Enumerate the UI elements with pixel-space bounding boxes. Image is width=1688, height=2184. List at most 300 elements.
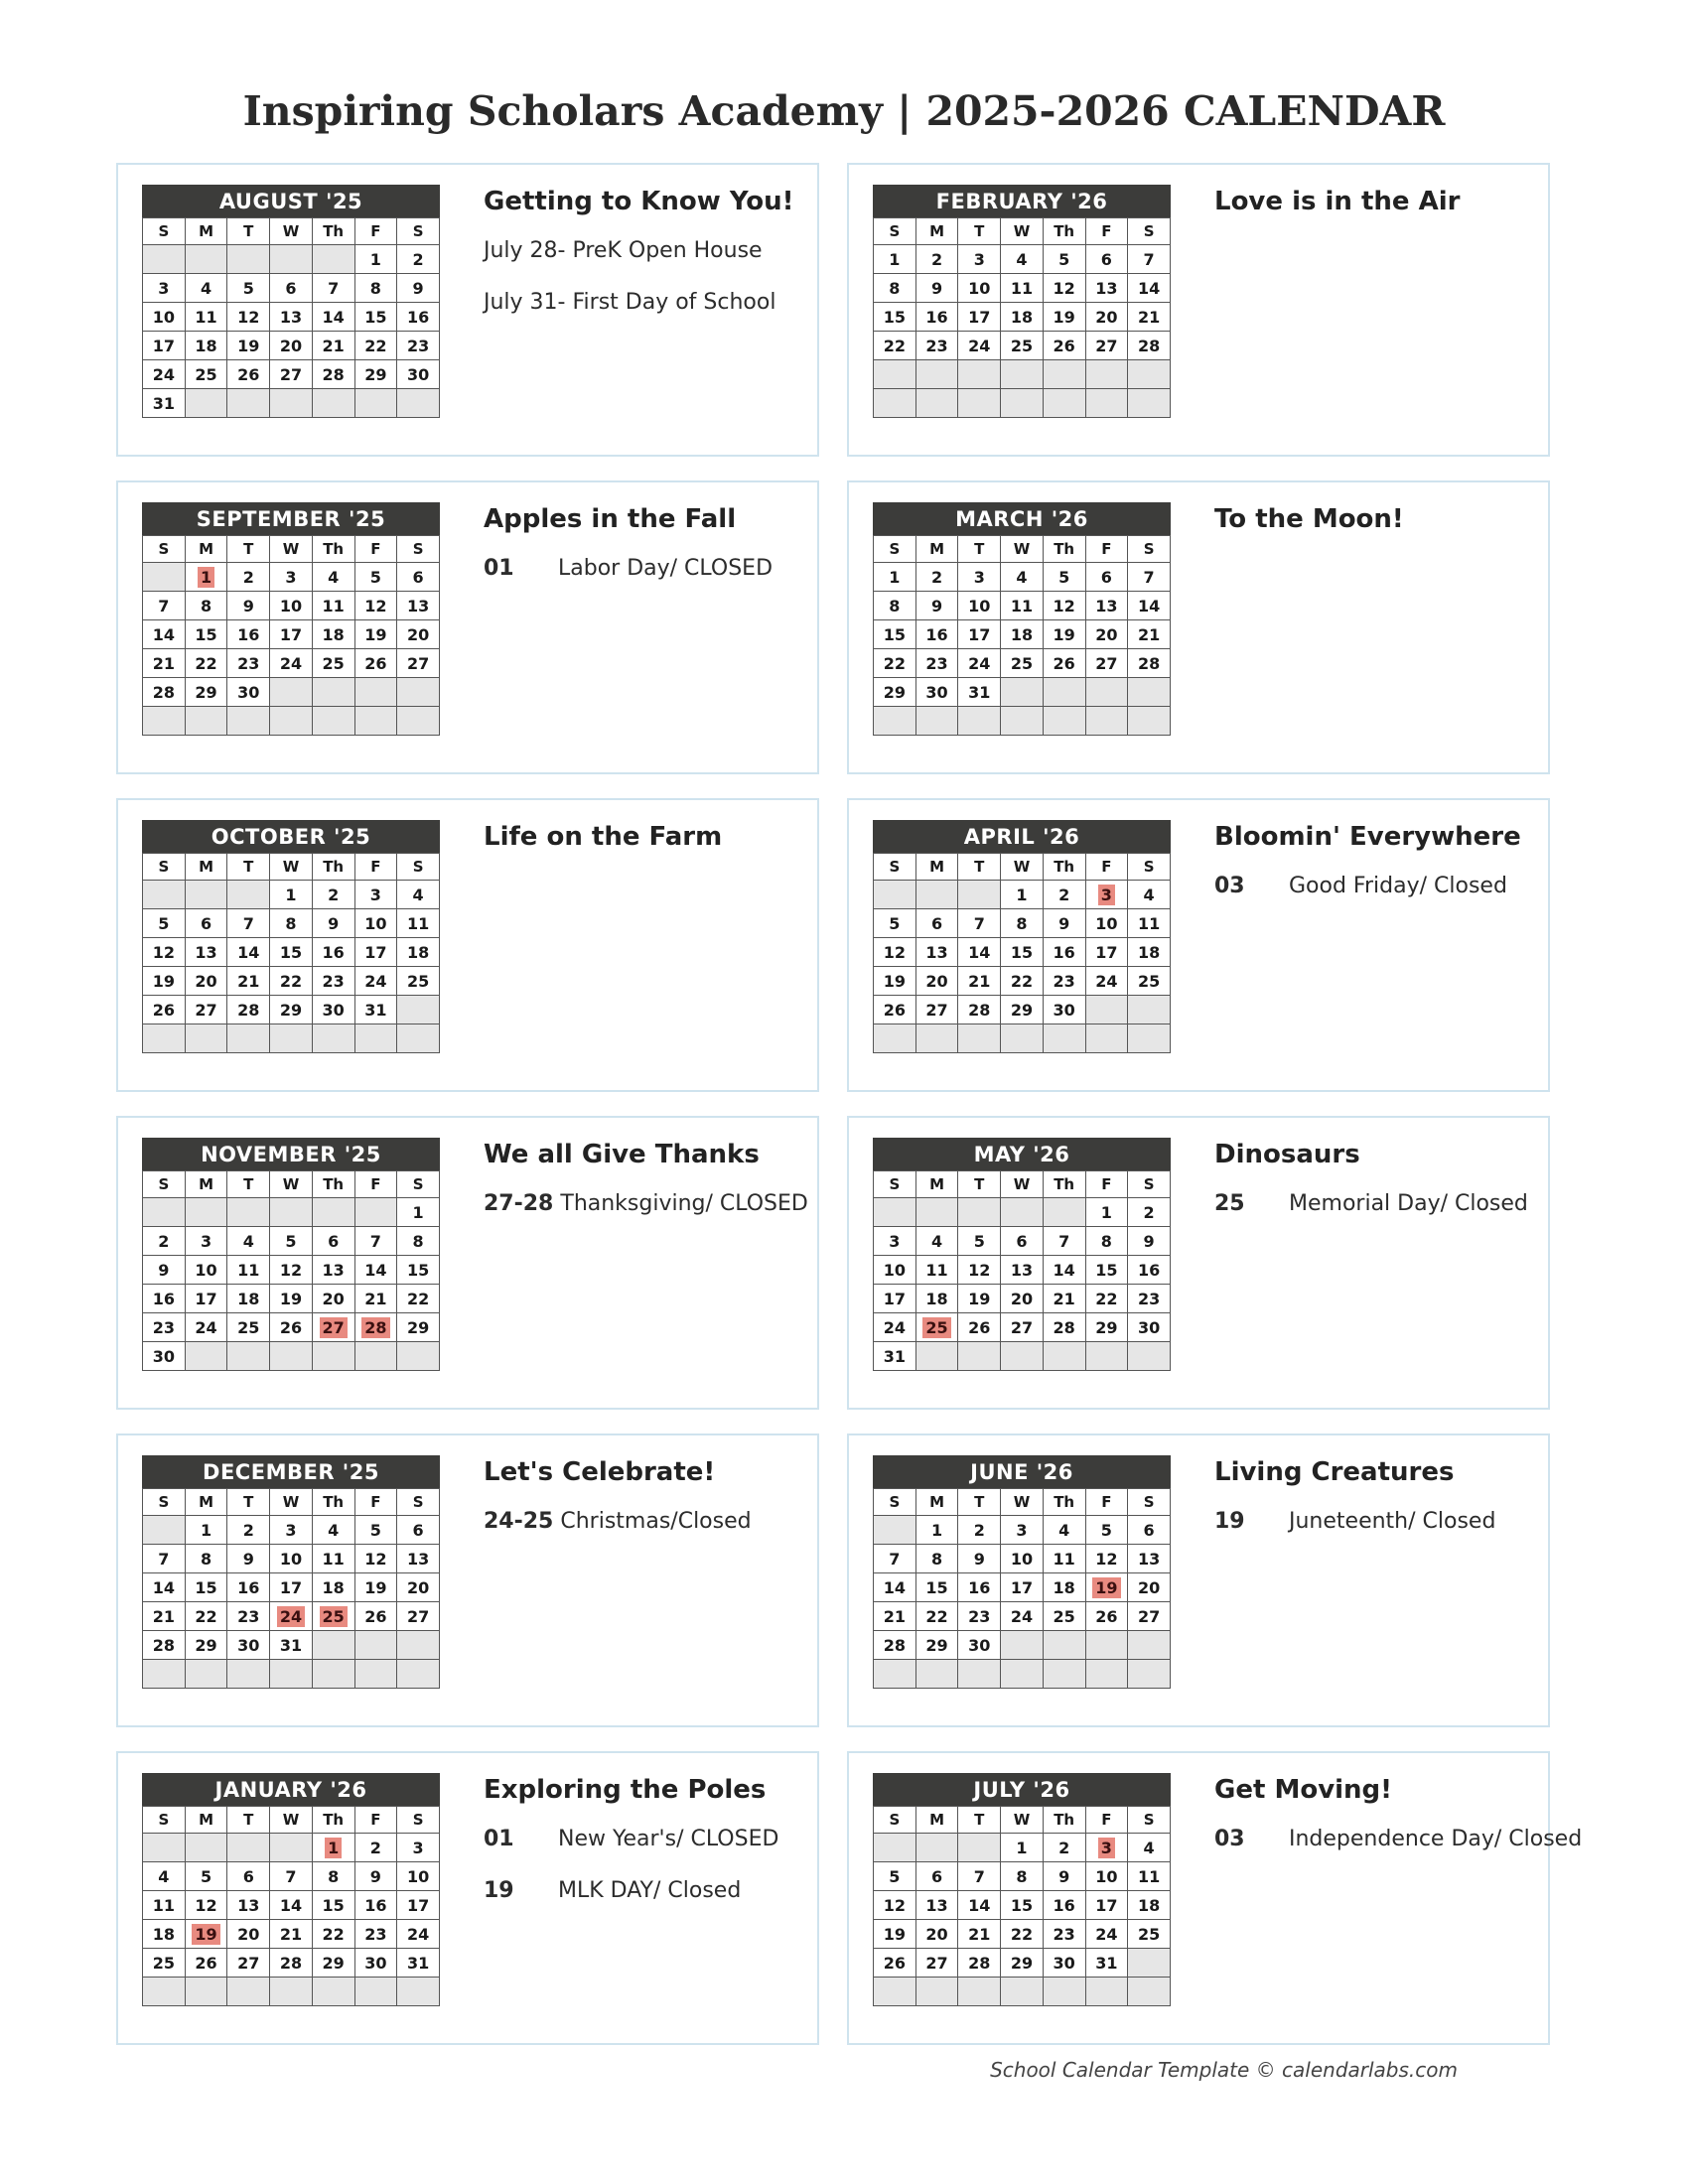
empty-day-cell	[915, 707, 958, 736]
day-cell: 5	[874, 1862, 916, 1891]
day-cell: 29	[185, 678, 227, 707]
month-calendar	[873, 502, 1171, 736]
day-cell: 8	[874, 592, 916, 620]
day-cell: 10	[143, 303, 186, 332]
empty-day-cell	[270, 1198, 313, 1227]
day-cell: 21	[1043, 1285, 1085, 1313]
month-days-table	[142, 1488, 440, 1689]
day-cell: 23	[915, 332, 958, 360]
event-item	[1214, 1191, 1534, 1216]
day-cell: 9	[1128, 1227, 1171, 1256]
empty-day-cell	[185, 1660, 227, 1689]
empty-day-cell	[1085, 1660, 1128, 1689]
day-cell: 8	[1001, 1862, 1044, 1891]
day-cell: 4	[397, 881, 440, 909]
weekday-header: Th	[312, 536, 354, 563]
empty-day-cell	[270, 245, 313, 274]
day-cell: 9	[958, 1545, 1001, 1573]
day-cell: 27	[1085, 649, 1128, 678]
day-cell: 13	[312, 1256, 354, 1285]
weekday-header: F	[1085, 218, 1128, 245]
event-date: 03	[1214, 874, 1245, 898]
day-cell: 5	[874, 909, 916, 938]
weekday-header: M	[915, 536, 958, 563]
empty-day-cell	[915, 1198, 958, 1227]
day-cell: 8	[312, 1862, 354, 1891]
day-cell: 17	[354, 938, 397, 967]
day-cell: 29	[270, 996, 313, 1024]
day-cell: 14	[143, 1573, 186, 1602]
month-info	[484, 1773, 803, 1930]
empty-day-cell	[397, 996, 440, 1024]
day-cell: 30	[312, 996, 354, 1024]
empty-day-cell	[185, 881, 227, 909]
day-cell: 5	[1043, 563, 1085, 592]
day-cell: 16	[915, 620, 958, 649]
day-cell: 31	[958, 678, 1001, 707]
day-cell: 23	[1128, 1285, 1171, 1313]
empty-day-cell	[1085, 707, 1128, 736]
day-cell: 11	[1043, 1545, 1085, 1573]
day-cell: 17	[958, 303, 1001, 332]
day-cell: 23	[1043, 967, 1085, 996]
day-cell: 29	[874, 678, 916, 707]
empty-day-cell	[874, 707, 916, 736]
month-calendar	[873, 1138, 1171, 1371]
empty-day-cell	[354, 1660, 397, 1689]
day-cell: 16	[312, 938, 354, 967]
event-item	[1214, 874, 1534, 898]
day-cell: 1	[874, 563, 916, 592]
day-cell: 26	[1043, 332, 1085, 360]
day-cell: 13	[1001, 1256, 1044, 1285]
day-cell: 13	[397, 1545, 440, 1573]
day-cell: 16	[397, 303, 440, 332]
day-cell: 15	[1085, 1256, 1128, 1285]
day-cell: 30	[354, 1949, 397, 1978]
day-cell: 26	[143, 996, 186, 1024]
day-cell: 26	[354, 1602, 397, 1631]
weekday-header: S	[143, 1807, 186, 1834]
day-cell: 12	[185, 1891, 227, 1920]
event-text: July 28- PreK Open House	[484, 238, 763, 263]
day-cell: 21	[874, 1602, 916, 1631]
day-cell: 17	[397, 1891, 440, 1920]
day-cell: 17	[270, 620, 313, 649]
day-cell: 12	[143, 938, 186, 967]
empty-day-cell	[915, 1978, 958, 2006]
month-theme: Living Creatures	[1214, 1457, 1455, 1487]
day-cell: 27	[1085, 332, 1128, 360]
empty-day-cell	[915, 1660, 958, 1689]
day-cell: 11	[915, 1256, 958, 1285]
empty-day-cell	[874, 1834, 916, 1862]
weekday-header: S	[143, 854, 186, 881]
event-text: Christmas/Closed	[560, 1509, 752, 1534]
day-cell: 5	[1043, 245, 1085, 274]
weekday-header: S	[397, 218, 440, 245]
day-cell: 2	[312, 881, 354, 909]
event-text: Independence Day/ Closed	[1289, 1827, 1583, 1851]
day-cell: 30	[143, 1342, 186, 1371]
month-name: OCTOBER '25	[142, 820, 440, 853]
day-cell: 7	[1128, 245, 1171, 274]
day-cell: 6	[397, 563, 440, 592]
day-cell: 4	[1001, 245, 1044, 274]
day-cell: 31	[354, 996, 397, 1024]
empty-day-cell	[312, 389, 354, 418]
day-cell: 30	[915, 678, 958, 707]
day-cell: 21	[354, 1285, 397, 1313]
day-cell: 11	[1001, 592, 1044, 620]
day-cell: 19	[354, 620, 397, 649]
empty-day-cell	[1001, 1631, 1044, 1660]
empty-day-cell	[185, 389, 227, 418]
day-cell: 8	[270, 909, 313, 938]
day-cell: 16	[227, 1573, 270, 1602]
empty-day-cell	[1085, 678, 1128, 707]
empty-day-cell	[1085, 1024, 1128, 1053]
month-theme: Let's Celebrate!	[484, 1457, 716, 1487]
day-cell: 5	[143, 909, 186, 938]
day-cell: 27	[915, 1949, 958, 1978]
weekday-header: S	[397, 536, 440, 563]
empty-day-cell	[958, 1342, 1001, 1371]
month-calendar	[142, 1138, 440, 1371]
day-cell: 31	[143, 389, 186, 418]
event-date: 03	[1214, 1827, 1245, 1851]
day-cell: 28	[958, 1949, 1001, 1978]
day-cell: 4	[915, 1227, 958, 1256]
day-cell: 15	[1001, 1891, 1044, 1920]
day-cell: 20	[397, 1573, 440, 1602]
empty-day-cell	[227, 389, 270, 418]
empty-day-cell	[958, 881, 1001, 909]
empty-day-cell	[354, 1631, 397, 1660]
weekday-header: Th	[1043, 854, 1085, 881]
day-cell: 12	[270, 1256, 313, 1285]
day-cell: 24	[397, 1920, 440, 1949]
empty-day-cell	[312, 1978, 354, 2006]
day-cell: 12	[354, 592, 397, 620]
highlighted-day-cell: 24	[270, 1602, 313, 1631]
day-cell: 15	[185, 620, 227, 649]
month-info	[484, 185, 803, 341]
day-cell: 10	[354, 909, 397, 938]
weekday-header: W	[270, 854, 313, 881]
empty-day-cell	[185, 1198, 227, 1227]
empty-day-cell	[227, 1660, 270, 1689]
day-cell: 29	[354, 360, 397, 389]
weekday-header: S	[1128, 1171, 1171, 1198]
day-cell: 19	[1043, 303, 1085, 332]
weekday-header: F	[1085, 1807, 1128, 1834]
empty-day-cell	[354, 1198, 397, 1227]
month-days-table	[873, 1170, 1171, 1371]
day-cell: 5	[354, 1516, 397, 1545]
empty-day-cell	[312, 1024, 354, 1053]
empty-day-cell	[143, 1516, 186, 1545]
day-cell: 7	[143, 1545, 186, 1573]
empty-day-cell	[1128, 1978, 1171, 2006]
day-cell: 3	[185, 1227, 227, 1256]
day-cell: 14	[227, 938, 270, 967]
highlighted-day-cell: 28	[354, 1313, 397, 1342]
day-cell: 2	[227, 1516, 270, 1545]
day-cell: 28	[143, 1631, 186, 1660]
month-days-table	[873, 535, 1171, 736]
day-cell: 2	[227, 563, 270, 592]
empty-day-cell	[915, 1342, 958, 1371]
day-cell: 24	[874, 1313, 916, 1342]
day-cell: 18	[1001, 620, 1044, 649]
day-cell: 25	[227, 1313, 270, 1342]
empty-day-cell	[1043, 707, 1085, 736]
month-days-table	[873, 853, 1171, 1053]
highlighted-day-cell: 19	[185, 1920, 227, 1949]
day-cell: 16	[1043, 1891, 1085, 1920]
day-cell: 22	[915, 1602, 958, 1631]
day-cell: 25	[312, 649, 354, 678]
weekday-header: Th	[312, 1807, 354, 1834]
day-cell: 18	[915, 1285, 958, 1313]
day-cell: 29	[397, 1313, 440, 1342]
day-cell: 17	[958, 620, 1001, 649]
day-cell: 12	[1043, 274, 1085, 303]
day-cell: 26	[270, 1313, 313, 1342]
day-cell: 18	[312, 1573, 354, 1602]
month-theme: Exploring the Poles	[484, 1775, 767, 1805]
weekday-header: Th	[312, 1489, 354, 1516]
day-cell: 23	[397, 332, 440, 360]
empty-day-cell	[1043, 1024, 1085, 1053]
page-title: Inspiring Scholars Academy | 2025-2026 CALENDAR	[242, 87, 1446, 135]
month-card	[847, 1751, 1583, 2045]
day-cell: 20	[1001, 1285, 1044, 1313]
empty-day-cell	[270, 389, 313, 418]
event-date: 19	[1214, 1509, 1245, 1534]
month-info	[1214, 820, 1534, 925]
day-cell: 16	[143, 1285, 186, 1313]
event-item	[1214, 1509, 1534, 1534]
highlighted-day-cell: 27	[312, 1313, 354, 1342]
day-cell: 17	[1001, 1573, 1044, 1602]
day-cell: 26	[354, 649, 397, 678]
day-cell: 17	[1085, 1891, 1128, 1920]
day-cell: 29	[1085, 1313, 1128, 1342]
day-cell: 13	[185, 938, 227, 967]
empty-day-cell	[958, 360, 1001, 389]
empty-day-cell	[312, 1198, 354, 1227]
day-cell: 4	[185, 274, 227, 303]
event-date: 01	[484, 556, 514, 581]
empty-day-cell	[874, 1660, 916, 1689]
month-info	[1214, 1773, 1583, 1878]
month-days-table	[873, 1806, 1171, 2006]
event-item	[484, 238, 803, 263]
weekday-header: M	[915, 854, 958, 881]
day-cell: 28	[227, 996, 270, 1024]
month-card	[847, 480, 1550, 774]
day-cell: 15	[354, 303, 397, 332]
day-cell: 23	[915, 649, 958, 678]
month-days-table	[873, 1488, 1171, 1689]
month-card	[116, 798, 819, 1092]
month-card	[116, 163, 819, 457]
weekday-header: F	[1085, 1171, 1128, 1198]
empty-day-cell	[1043, 1198, 1085, 1227]
day-cell: 20	[270, 332, 313, 360]
weekday-header: Th	[312, 854, 354, 881]
month-info	[1214, 502, 1534, 556]
month-days-table	[142, 1806, 440, 2006]
month-info	[1214, 1455, 1534, 1561]
month-info	[484, 820, 803, 874]
day-cell: 10	[958, 592, 1001, 620]
weekday-header: S	[1128, 218, 1171, 245]
empty-day-cell	[1085, 360, 1128, 389]
day-cell: 31	[1085, 1949, 1128, 1978]
day-cell: 22	[185, 1602, 227, 1631]
empty-day-cell	[143, 1978, 186, 2006]
weekday-header: T	[958, 536, 1001, 563]
day-cell: 13	[915, 938, 958, 967]
day-cell: 21	[143, 1602, 186, 1631]
weekday-header: F	[354, 218, 397, 245]
month-theme: Get Moving!	[1214, 1775, 1393, 1805]
event-text: Labor Day/ CLOSED	[558, 556, 774, 581]
day-cell: 13	[397, 592, 440, 620]
day-cell: 5	[354, 563, 397, 592]
day-cell: 10	[397, 1862, 440, 1891]
day-cell: 4	[1043, 1516, 1085, 1545]
empty-day-cell	[270, 1024, 313, 1053]
day-cell: 10	[958, 274, 1001, 303]
empty-day-cell	[185, 707, 227, 736]
day-cell: 24	[1001, 1602, 1044, 1631]
day-cell: 2	[915, 245, 958, 274]
month-name: NOVEMBER '25	[142, 1138, 440, 1170]
weekday-header: F	[354, 536, 397, 563]
weekday-header: S	[874, 854, 916, 881]
empty-day-cell	[1001, 1198, 1044, 1227]
day-cell: 10	[1085, 1862, 1128, 1891]
month-calendar	[873, 1773, 1171, 2006]
weekday-header: M	[185, 1489, 227, 1516]
empty-day-cell	[1001, 707, 1044, 736]
weekday-header: S	[397, 854, 440, 881]
day-cell: 24	[958, 649, 1001, 678]
highlighted-day-cell: 25	[915, 1313, 958, 1342]
day-cell: 10	[874, 1256, 916, 1285]
empty-day-cell	[270, 1342, 313, 1371]
day-cell: 15	[397, 1256, 440, 1285]
day-cell: 11	[185, 303, 227, 332]
day-cell: 16	[1043, 938, 1085, 967]
day-cell: 22	[1001, 1920, 1044, 1949]
day-cell: 27	[1001, 1313, 1044, 1342]
empty-day-cell	[1128, 360, 1171, 389]
empty-day-cell	[915, 389, 958, 418]
day-cell: 2	[1128, 1198, 1171, 1227]
day-cell: 22	[312, 1920, 354, 1949]
day-cell: 15	[312, 1891, 354, 1920]
month-info	[484, 1138, 808, 1243]
day-cell: 20	[1085, 303, 1128, 332]
day-cell: 21	[312, 332, 354, 360]
event-text: Juneteenth/ Closed	[1289, 1509, 1496, 1534]
day-cell: 28	[1043, 1313, 1085, 1342]
day-cell: 11	[1001, 274, 1044, 303]
empty-day-cell	[397, 707, 440, 736]
empty-day-cell	[1128, 1949, 1171, 1978]
day-cell: 19	[1043, 620, 1085, 649]
day-cell: 1	[185, 1516, 227, 1545]
day-cell: 26	[185, 1949, 227, 1978]
day-cell: 19	[874, 1920, 916, 1949]
day-cell: 3	[958, 245, 1001, 274]
month-card	[116, 1751, 819, 2045]
day-cell: 30	[1128, 1313, 1171, 1342]
day-cell: 18	[1001, 303, 1044, 332]
weekday-header: F	[1085, 854, 1128, 881]
day-cell: 6	[227, 1862, 270, 1891]
empty-day-cell	[227, 1978, 270, 2006]
weekday-header: T	[958, 854, 1001, 881]
day-cell: 24	[143, 360, 186, 389]
weekday-header: F	[1085, 536, 1128, 563]
weekday-header: S	[1128, 536, 1171, 563]
weekday-header: S	[1128, 1807, 1171, 1834]
empty-day-cell	[1043, 678, 1085, 707]
empty-day-cell	[1001, 360, 1044, 389]
weekday-header: S	[874, 218, 916, 245]
day-cell: 23	[958, 1602, 1001, 1631]
day-cell: 30	[397, 360, 440, 389]
empty-day-cell	[958, 1978, 1001, 2006]
day-cell: 26	[958, 1313, 1001, 1342]
highlighted-day-cell: 1	[312, 1834, 354, 1862]
empty-day-cell	[143, 1660, 186, 1689]
weekday-header: S	[874, 1171, 916, 1198]
event-date: 19	[484, 1878, 514, 1903]
empty-day-cell	[1085, 389, 1128, 418]
day-cell: 3	[270, 1516, 313, 1545]
day-cell: 2	[915, 563, 958, 592]
day-cell: 15	[874, 303, 916, 332]
day-cell: 14	[1128, 274, 1171, 303]
month-theme: Love is in the Air	[1214, 187, 1461, 216]
weekday-header: W	[1001, 854, 1044, 881]
empty-day-cell	[397, 1660, 440, 1689]
weekday-header: T	[227, 536, 270, 563]
day-cell: 2	[958, 1516, 1001, 1545]
day-cell: 1	[1085, 1198, 1128, 1227]
empty-day-cell	[958, 389, 1001, 418]
month-name: JUNE '26	[873, 1455, 1171, 1488]
empty-day-cell	[1085, 996, 1128, 1024]
day-cell: 6	[915, 909, 958, 938]
day-cell: 20	[185, 967, 227, 996]
day-cell: 16	[354, 1891, 397, 1920]
day-cell: 25	[1001, 332, 1044, 360]
month-theme: Apples in the Fall	[484, 504, 737, 534]
day-cell: 9	[312, 909, 354, 938]
day-cell: 3	[397, 1834, 440, 1862]
day-cell: 26	[227, 360, 270, 389]
empty-day-cell	[185, 245, 227, 274]
day-cell: 9	[1043, 909, 1085, 938]
